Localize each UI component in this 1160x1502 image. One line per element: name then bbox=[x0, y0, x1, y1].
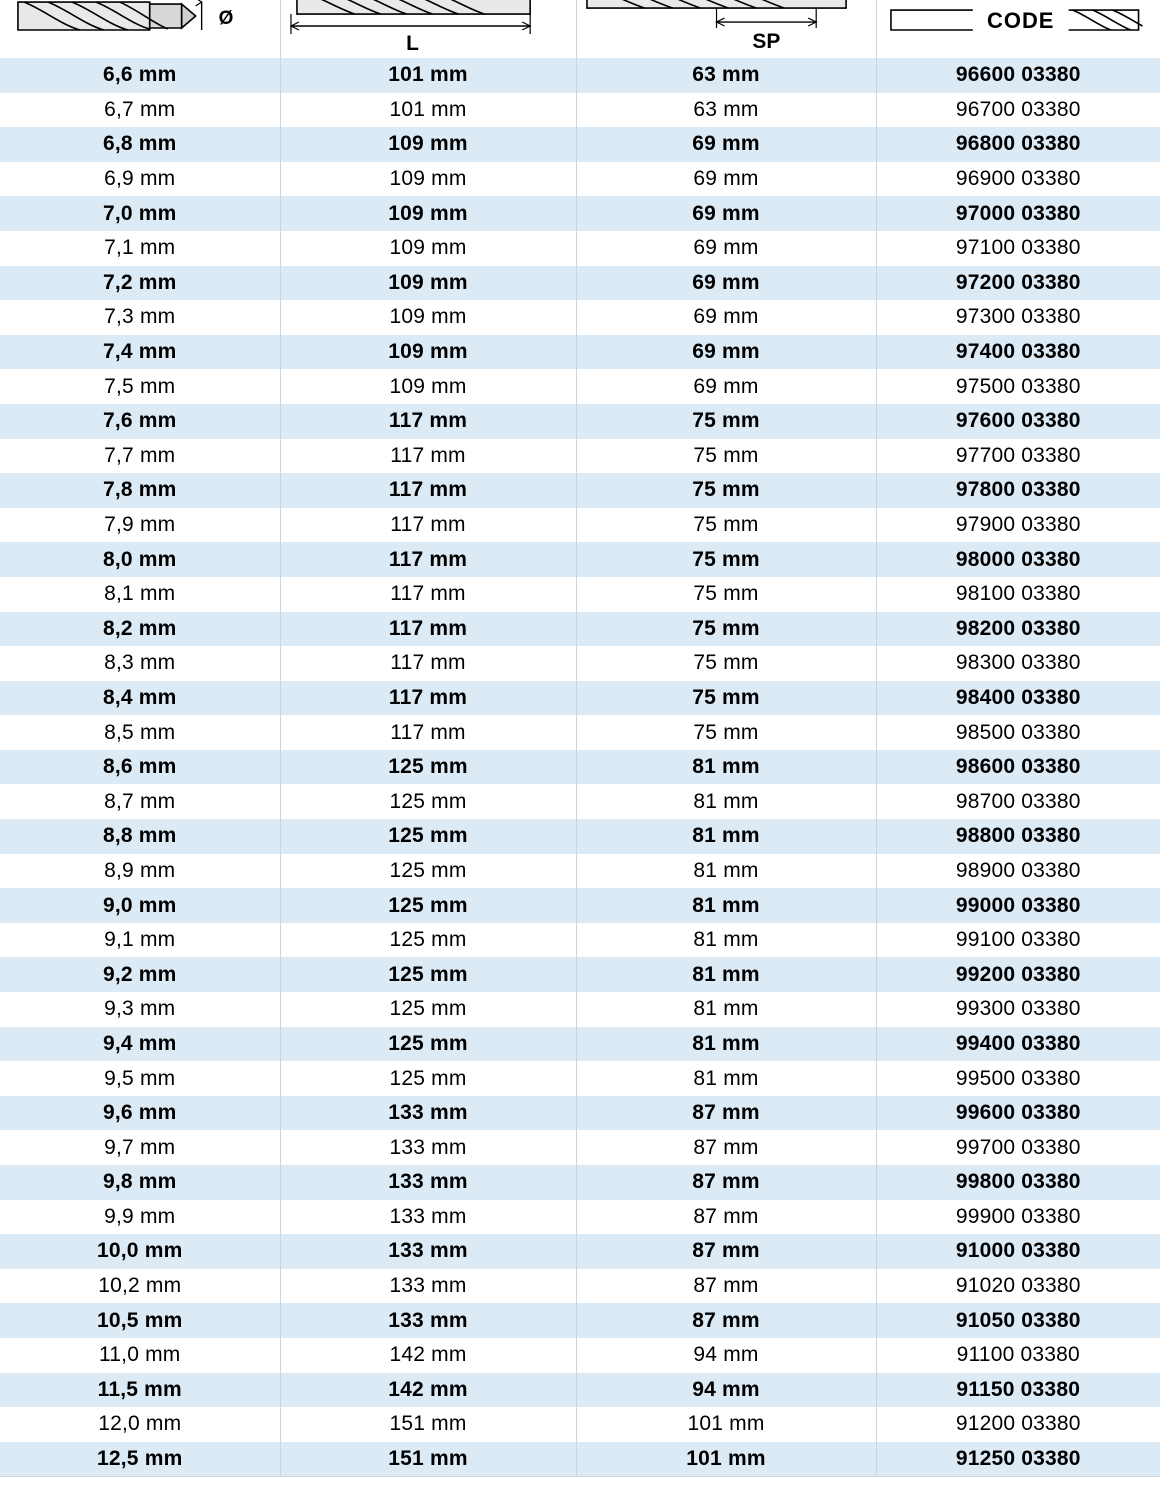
cell-code: 98100 03380 bbox=[876, 577, 1160, 612]
table-row bbox=[0, 127, 1160, 162]
cell-code: 97900 03380 bbox=[876, 508, 1160, 543]
cell-length: 109 mm bbox=[280, 231, 576, 266]
cell-flute-length: 101 mm bbox=[576, 1442, 876, 1477]
cell-flute-length: 87 mm bbox=[576, 1303, 876, 1338]
cell-diameter: 7,0 mm bbox=[0, 196, 280, 231]
table-row bbox=[0, 612, 1160, 647]
table-row bbox=[0, 1373, 1160, 1408]
cell-flute-length: 69 mm bbox=[576, 335, 876, 370]
table-row bbox=[0, 1061, 1160, 1096]
drill-bit-code-icon bbox=[877, 0, 1160, 58]
cell-diameter: 10,5 mm bbox=[0, 1303, 280, 1338]
cell-length: 133 mm bbox=[280, 1303, 576, 1338]
cell-flute-length: 81 mm bbox=[576, 819, 876, 854]
cell-code: 96900 03380 bbox=[876, 162, 1160, 197]
cell-length: 117 mm bbox=[280, 439, 576, 474]
cell-length: 125 mm bbox=[280, 992, 576, 1027]
cell-flute-length: 101 mm bbox=[576, 1407, 876, 1442]
cell-diameter: 8,7 mm bbox=[0, 784, 280, 819]
cell-length: 125 mm bbox=[280, 784, 576, 819]
cell-flute-length: 87 mm bbox=[576, 1130, 876, 1165]
table-row bbox=[0, 681, 1160, 716]
cell-code: 99300 03380 bbox=[876, 992, 1160, 1027]
cell-length: 133 mm bbox=[280, 1130, 576, 1165]
cell-code: 91200 03380 bbox=[876, 1407, 1160, 1442]
cell-code: 91100 03380 bbox=[876, 1338, 1160, 1373]
cell-length: 133 mm bbox=[280, 1165, 576, 1200]
cell-code: 96700 03380 bbox=[876, 93, 1160, 128]
table-row bbox=[0, 888, 1160, 923]
cell-flute-length: 69 mm bbox=[576, 127, 876, 162]
table-row bbox=[0, 923, 1160, 958]
cell-flute-length: 69 mm bbox=[576, 369, 876, 404]
cell-length: 109 mm bbox=[280, 127, 576, 162]
cell-flute-length: 81 mm bbox=[576, 750, 876, 785]
cell-length: 109 mm bbox=[280, 300, 576, 335]
cell-flute-length: 81 mm bbox=[576, 992, 876, 1027]
cell-code: 97700 03380 bbox=[876, 439, 1160, 474]
cell-diameter: 12,5 mm bbox=[0, 1442, 280, 1477]
cell-length: 142 mm bbox=[280, 1338, 576, 1373]
cell-length: 117 mm bbox=[280, 646, 576, 681]
cell-code: 99900 03380 bbox=[876, 1200, 1160, 1235]
cell-length: 133 mm bbox=[280, 1234, 576, 1269]
cell-code: 91050 03380 bbox=[876, 1303, 1160, 1338]
cell-flute-length: 75 mm bbox=[576, 508, 876, 543]
drill-bit-flute-length-icon bbox=[577, 0, 876, 58]
cell-flute-length: 69 mm bbox=[576, 266, 876, 301]
cell-diameter: 8,4 mm bbox=[0, 681, 280, 716]
cell-diameter: 11,5 mm bbox=[0, 1373, 280, 1408]
cell-code: 98300 03380 bbox=[876, 646, 1160, 681]
cell-code: 99100 03380 bbox=[876, 923, 1160, 958]
table-row bbox=[0, 819, 1160, 854]
cell-length: 109 mm bbox=[280, 266, 576, 301]
table-row bbox=[0, 1096, 1160, 1131]
cell-diameter: 9,4 mm bbox=[0, 1027, 280, 1062]
cell-flute-length: 69 mm bbox=[576, 196, 876, 231]
cell-length: 125 mm bbox=[280, 750, 576, 785]
cell-diameter: 7,4 mm bbox=[0, 335, 280, 370]
cell-flute-length: 87 mm bbox=[576, 1096, 876, 1131]
cell-diameter: 8,1 mm bbox=[0, 577, 280, 612]
cell-flute-length: 75 mm bbox=[576, 646, 876, 681]
cell-diameter: 9,5 mm bbox=[0, 1061, 280, 1096]
cell-flute-length: 81 mm bbox=[576, 784, 876, 819]
table-row bbox=[0, 1303, 1160, 1338]
cell-length: 151 mm bbox=[280, 1442, 576, 1477]
cell-diameter: 9,9 mm bbox=[0, 1200, 280, 1235]
cell-diameter: 11,0 mm bbox=[0, 1338, 280, 1373]
table-row bbox=[0, 508, 1160, 543]
cell-flute-length: 69 mm bbox=[576, 231, 876, 266]
cell-flute-length: 87 mm bbox=[576, 1234, 876, 1269]
cell-code: 98800 03380 bbox=[876, 819, 1160, 854]
table-row bbox=[0, 1130, 1160, 1165]
cell-length: 133 mm bbox=[280, 1269, 576, 1304]
table-row bbox=[0, 473, 1160, 508]
cell-flute-length: 75 mm bbox=[576, 473, 876, 508]
table-row bbox=[0, 715, 1160, 750]
cell-length: 117 mm bbox=[280, 612, 576, 647]
table-row bbox=[0, 957, 1160, 992]
table-header bbox=[0, 0, 1160, 58]
cell-diameter: 10,2 mm bbox=[0, 1269, 280, 1304]
table-row bbox=[0, 93, 1160, 128]
cell-diameter: 7,6 mm bbox=[0, 404, 280, 439]
cell-flute-length: 87 mm bbox=[576, 1269, 876, 1304]
cell-code: 99500 03380 bbox=[876, 1061, 1160, 1096]
cell-code: 98000 03380 bbox=[876, 542, 1160, 577]
table-row bbox=[0, 369, 1160, 404]
cell-flute-length: 75 mm bbox=[576, 715, 876, 750]
cell-diameter: 8,0 mm bbox=[0, 542, 280, 577]
column-header-code bbox=[876, 0, 1160, 58]
table-row bbox=[0, 646, 1160, 681]
cell-diameter: 9,8 mm bbox=[0, 1165, 280, 1200]
cell-code: 99600 03380 bbox=[876, 1096, 1160, 1131]
table-row bbox=[0, 1338, 1160, 1373]
cell-diameter: 9,2 mm bbox=[0, 957, 280, 992]
table-row bbox=[0, 854, 1160, 889]
cell-flute-length: 63 mm bbox=[576, 93, 876, 128]
cell-flute-length: 87 mm bbox=[576, 1165, 876, 1200]
cell-code: 91020 03380 bbox=[876, 1269, 1160, 1304]
cell-diameter: 8,3 mm bbox=[0, 646, 280, 681]
cell-diameter: 7,3 mm bbox=[0, 300, 280, 335]
table-row bbox=[0, 1200, 1160, 1235]
drill-bit-length-icon bbox=[281, 0, 576, 58]
cell-diameter: 9,1 mm bbox=[0, 923, 280, 958]
cell-diameter: 9,0 mm bbox=[0, 888, 280, 923]
cell-flute-length: 94 mm bbox=[576, 1373, 876, 1408]
cell-flute-length: 75 mm bbox=[576, 681, 876, 716]
cell-flute-length: 81 mm bbox=[576, 1061, 876, 1096]
cell-length: 117 mm bbox=[280, 542, 576, 577]
cell-flute-length: 75 mm bbox=[576, 612, 876, 647]
cell-flute-length: 69 mm bbox=[576, 300, 876, 335]
table-row bbox=[0, 1442, 1160, 1477]
svg-text:L: L bbox=[405, 31, 419, 55]
cell-diameter: 8,5 mm bbox=[0, 715, 280, 750]
cell-code: 97500 03380 bbox=[876, 369, 1160, 404]
cell-length: 117 mm bbox=[280, 508, 576, 543]
cell-code: 97100 03380 bbox=[876, 231, 1160, 266]
cell-code: 98900 03380 bbox=[876, 854, 1160, 889]
cell-flute-length: 69 mm bbox=[576, 162, 876, 197]
cell-length: 117 mm bbox=[280, 473, 576, 508]
cell-length: 101 mm bbox=[280, 58, 576, 93]
table-row bbox=[0, 162, 1160, 197]
svg-text:SP: SP bbox=[751, 29, 780, 53]
cell-flute-length: 75 mm bbox=[576, 439, 876, 474]
table-row bbox=[0, 1407, 1160, 1442]
table-row bbox=[0, 58, 1160, 93]
cell-length: 125 mm bbox=[280, 1027, 576, 1062]
cell-code: 91150 03380 bbox=[876, 1373, 1160, 1408]
cell-length: 117 mm bbox=[280, 715, 576, 750]
table-row bbox=[0, 439, 1160, 474]
cell-code: 99000 03380 bbox=[876, 888, 1160, 923]
cell-length: 101 mm bbox=[280, 93, 576, 128]
table-row bbox=[0, 542, 1160, 577]
column-header-flute-length bbox=[576, 0, 876, 58]
drill-bit-diameter-icon bbox=[0, 0, 280, 58]
svg-text:CODE: CODE bbox=[986, 8, 1054, 34]
cell-diameter: 7,7 mm bbox=[0, 439, 280, 474]
cell-code: 99200 03380 bbox=[876, 957, 1160, 992]
table-row bbox=[0, 1027, 1160, 1062]
cell-code: 98400 03380 bbox=[876, 681, 1160, 716]
table-row bbox=[0, 577, 1160, 612]
table-row bbox=[0, 1269, 1160, 1304]
table-row bbox=[0, 231, 1160, 266]
cell-code: 99400 03380 bbox=[876, 1027, 1160, 1062]
cell-length: 125 mm bbox=[280, 854, 576, 889]
cell-flute-length: 81 mm bbox=[576, 888, 876, 923]
cell-diameter: 6,6 mm bbox=[0, 58, 280, 93]
table-body bbox=[0, 58, 1160, 1477]
cell-length: 117 mm bbox=[280, 681, 576, 716]
cell-code: 98200 03380 bbox=[876, 612, 1160, 647]
cell-diameter: 8,6 mm bbox=[0, 750, 280, 785]
cell-diameter: 10,0 mm bbox=[0, 1234, 280, 1269]
cell-diameter: 6,9 mm bbox=[0, 162, 280, 197]
cell-diameter: 7,1 mm bbox=[0, 231, 280, 266]
cell-code: 97300 03380 bbox=[876, 300, 1160, 335]
cell-code: 99700 03380 bbox=[876, 1130, 1160, 1165]
cell-length: 133 mm bbox=[280, 1096, 576, 1131]
cell-flute-length: 63 mm bbox=[576, 58, 876, 93]
cell-diameter: 9,6 mm bbox=[0, 1096, 280, 1131]
cell-diameter: 8,9 mm bbox=[0, 854, 280, 889]
cell-diameter: 7,8 mm bbox=[0, 473, 280, 508]
cell-length: 125 mm bbox=[280, 819, 576, 854]
cell-length: 109 mm bbox=[280, 162, 576, 197]
cell-length: 125 mm bbox=[280, 888, 576, 923]
cell-diameter: 7,5 mm bbox=[0, 369, 280, 404]
table-row bbox=[0, 1234, 1160, 1269]
cell-length: 109 mm bbox=[280, 196, 576, 231]
table-row bbox=[0, 266, 1160, 301]
cell-length: 125 mm bbox=[280, 957, 576, 992]
cell-diameter: 6,8 mm bbox=[0, 127, 280, 162]
cell-flute-length: 75 mm bbox=[576, 404, 876, 439]
cell-code: 97000 03380 bbox=[876, 196, 1160, 231]
cell-code: 97200 03380 bbox=[876, 266, 1160, 301]
cell-diameter: 6,7 mm bbox=[0, 93, 280, 128]
table-row bbox=[0, 335, 1160, 370]
cell-flute-length: 81 mm bbox=[576, 854, 876, 889]
cell-flute-length: 75 mm bbox=[576, 542, 876, 577]
column-header-length bbox=[280, 0, 576, 58]
cell-diameter: 9,3 mm bbox=[0, 992, 280, 1027]
table-row bbox=[0, 784, 1160, 819]
cell-flute-length: 75 mm bbox=[576, 577, 876, 612]
cell-flute-length: 94 mm bbox=[576, 1338, 876, 1373]
cell-diameter: 8,2 mm bbox=[0, 612, 280, 647]
cell-code: 98500 03380 bbox=[876, 715, 1160, 750]
cell-diameter: 7,9 mm bbox=[0, 508, 280, 543]
cell-code: 91000 03380 bbox=[876, 1234, 1160, 1269]
cell-code: 96600 03380 bbox=[876, 58, 1160, 93]
svg-text:Ø: Ø bbox=[218, 8, 234, 30]
cell-code: 97400 03380 bbox=[876, 335, 1160, 370]
cell-diameter: 8,8 mm bbox=[0, 819, 280, 854]
table-row bbox=[0, 1165, 1160, 1200]
cell-length: 151 mm bbox=[280, 1407, 576, 1442]
cell-code: 99800 03380 bbox=[876, 1165, 1160, 1200]
cell-length: 117 mm bbox=[280, 577, 576, 612]
cell-code: 91250 03380 bbox=[876, 1442, 1160, 1477]
table-row bbox=[0, 300, 1160, 335]
cell-code: 97800 03380 bbox=[876, 473, 1160, 508]
cell-diameter: 9,7 mm bbox=[0, 1130, 280, 1165]
cell-code: 98700 03380 bbox=[876, 784, 1160, 819]
cell-flute-length: 81 mm bbox=[576, 957, 876, 992]
table-row bbox=[0, 404, 1160, 439]
cell-code: 98600 03380 bbox=[876, 750, 1160, 785]
cell-length: 109 mm bbox=[280, 335, 576, 370]
cell-diameter: 12,0 mm bbox=[0, 1407, 280, 1442]
cell-length: 109 mm bbox=[280, 369, 576, 404]
cell-flute-length: 81 mm bbox=[576, 1027, 876, 1062]
cell-flute-length: 81 mm bbox=[576, 923, 876, 958]
table-row bbox=[0, 196, 1160, 231]
table-row bbox=[0, 992, 1160, 1027]
cell-flute-length: 87 mm bbox=[576, 1200, 876, 1235]
cell-length: 125 mm bbox=[280, 1061, 576, 1096]
cell-code: 96800 03380 bbox=[876, 127, 1160, 162]
cell-length: 125 mm bbox=[280, 923, 576, 958]
table-row bbox=[0, 750, 1160, 785]
cell-length: 133 mm bbox=[280, 1200, 576, 1235]
cell-length: 117 mm bbox=[280, 404, 576, 439]
cell-code: 97600 03380 bbox=[876, 404, 1160, 439]
column-header-diameter bbox=[0, 0, 280, 58]
cell-length: 142 mm bbox=[280, 1373, 576, 1408]
cell-diameter: 7,2 mm bbox=[0, 266, 280, 301]
